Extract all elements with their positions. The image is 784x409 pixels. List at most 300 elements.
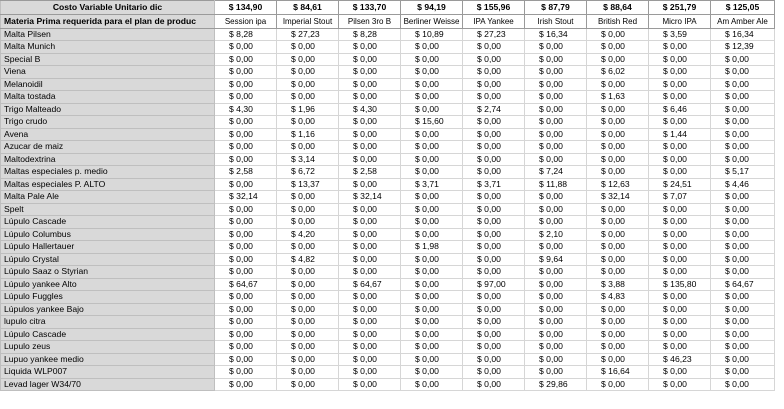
- value-cell[interactable]: $ 15,60: [401, 116, 463, 129]
- value-cell[interactable]: $ 0,00: [649, 203, 711, 216]
- value-cell[interactable]: $ 0,00: [339, 53, 401, 66]
- value-cell[interactable]: $ 0,00: [525, 153, 587, 166]
- value-cell[interactable]: $ 0,00: [587, 153, 649, 166]
- value-cell[interactable]: $ 0,00: [215, 378, 277, 391]
- value-cell[interactable]: $ 0,00: [463, 216, 525, 229]
- value-cell[interactable]: $ 0,00: [649, 216, 711, 229]
- row-label-cell[interactable]: Malta Munich: [1, 41, 215, 54]
- value-cell[interactable]: $ 0,00: [401, 153, 463, 166]
- value-cell[interactable]: $ 0,00: [339, 353, 401, 366]
- value-cell[interactable]: $ 0,00: [215, 341, 277, 354]
- value-cell[interactable]: $ 0,00: [215, 303, 277, 316]
- value-cell[interactable]: $ 0,00: [587, 166, 649, 179]
- value-cell[interactable]: $ 10,89: [401, 28, 463, 41]
- value-cell[interactable]: $ 1,98: [401, 241, 463, 254]
- total-cell[interactable]: $ 155,96: [463, 1, 525, 15]
- total-cell[interactable]: $ 88,64: [587, 1, 649, 15]
- value-cell[interactable]: $ 0,00: [711, 353, 775, 366]
- value-cell[interactable]: $ 0,00: [525, 341, 587, 354]
- value-cell[interactable]: $ 0,00: [401, 53, 463, 66]
- row-label-cell[interactable]: Maltodextrina: [1, 153, 215, 166]
- value-cell[interactable]: $ 0,00: [401, 266, 463, 279]
- row-label-cell[interactable]: Lúpulo Columbus: [1, 228, 215, 241]
- value-cell[interactable]: $ 0,00: [463, 291, 525, 304]
- value-cell[interactable]: $ 135,80: [649, 278, 711, 291]
- value-cell[interactable]: $ 0,00: [215, 91, 277, 104]
- value-cell[interactable]: $ 0,00: [525, 366, 587, 379]
- value-cell[interactable]: $ 64,67: [339, 278, 401, 291]
- value-cell[interactable]: $ 0,00: [215, 328, 277, 341]
- value-cell[interactable]: $ 0,00: [587, 28, 649, 41]
- value-cell[interactable]: $ 0,00: [215, 128, 277, 141]
- value-cell[interactable]: $ 0,00: [711, 328, 775, 341]
- value-cell[interactable]: $ 0,00: [711, 341, 775, 354]
- value-cell[interactable]: $ 27,23: [463, 28, 525, 41]
- value-cell[interactable]: $ 0,00: [401, 216, 463, 229]
- value-cell[interactable]: $ 0,00: [339, 316, 401, 329]
- value-cell[interactable]: $ 0,00: [711, 53, 775, 66]
- value-cell[interactable]: $ 0,00: [525, 216, 587, 229]
- row-label-cell[interactable]: Lupulo zeus: [1, 341, 215, 354]
- value-cell[interactable]: $ 0,00: [587, 341, 649, 354]
- value-cell[interactable]: $ 0,00: [525, 41, 587, 54]
- row-label-cell[interactable]: Trigo Malteado: [1, 103, 215, 116]
- value-cell[interactable]: $ 0,00: [401, 353, 463, 366]
- value-cell[interactable]: $ 0,00: [649, 328, 711, 341]
- value-cell[interactable]: $ 0,00: [649, 78, 711, 91]
- value-cell[interactable]: $ 0,00: [649, 141, 711, 154]
- row-label-cell[interactable]: lupulo citra: [1, 316, 215, 329]
- value-cell[interactable]: $ 0,00: [525, 278, 587, 291]
- value-cell[interactable]: $ 0,00: [215, 266, 277, 279]
- value-cell[interactable]: $ 0,00: [277, 241, 339, 254]
- value-cell[interactable]: $ 0,00: [339, 253, 401, 266]
- value-cell[interactable]: $ 0,00: [339, 241, 401, 254]
- value-cell[interactable]: $ 0,00: [215, 66, 277, 79]
- value-cell[interactable]: $ 2,74: [463, 103, 525, 116]
- row-label-cell[interactable]: Lúpulo Crystal: [1, 253, 215, 266]
- row-label-cell[interactable]: Special B: [1, 53, 215, 66]
- value-cell[interactable]: $ 0,00: [215, 216, 277, 229]
- value-cell[interactable]: $ 0,00: [587, 203, 649, 216]
- value-cell[interactable]: $ 4,83: [587, 291, 649, 304]
- value-cell[interactable]: $ 0,00: [215, 41, 277, 54]
- value-cell[interactable]: $ 0,00: [463, 153, 525, 166]
- column-header-cell[interactable]: Session ipa: [215, 14, 277, 28]
- value-cell[interactable]: $ 0,00: [587, 353, 649, 366]
- total-cell[interactable]: $ 84,61: [277, 1, 339, 15]
- value-cell[interactable]: $ 4,30: [339, 103, 401, 116]
- value-cell[interactable]: $ 0,00: [277, 191, 339, 204]
- value-cell[interactable]: $ 0,00: [525, 141, 587, 154]
- value-cell[interactable]: $ 27,23: [277, 28, 339, 41]
- total-cell[interactable]: $ 94,19: [401, 1, 463, 15]
- value-cell[interactable]: $ 0,00: [649, 228, 711, 241]
- row-label-cell[interactable]: Malta Pilsen: [1, 28, 215, 41]
- value-cell[interactable]: $ 0,00: [277, 366, 339, 379]
- value-cell[interactable]: $ 0,00: [339, 291, 401, 304]
- value-cell[interactable]: $ 0,00: [401, 303, 463, 316]
- value-cell[interactable]: $ 0,00: [215, 316, 277, 329]
- value-cell[interactable]: $ 0,00: [711, 216, 775, 229]
- value-cell[interactable]: $ 0,00: [463, 366, 525, 379]
- value-cell[interactable]: $ 0,00: [711, 291, 775, 304]
- value-cell[interactable]: $ 3,71: [463, 178, 525, 191]
- value-cell[interactable]: $ 11,88: [525, 178, 587, 191]
- value-cell[interactable]: $ 0,00: [401, 341, 463, 354]
- row-label-cell[interactable]: Spelt: [1, 203, 215, 216]
- value-cell[interactable]: $ 46,23: [649, 353, 711, 366]
- value-cell[interactable]: $ 0,00: [215, 228, 277, 241]
- value-cell[interactable]: $ 0,00: [463, 253, 525, 266]
- value-cell[interactable]: $ 0,00: [463, 191, 525, 204]
- value-cell[interactable]: $ 0,00: [463, 66, 525, 79]
- value-cell[interactable]: $ 4,46: [711, 178, 775, 191]
- value-cell[interactable]: $ 0,00: [277, 203, 339, 216]
- value-cell[interactable]: $ 0,00: [711, 241, 775, 254]
- row-label-cell[interactable]: Azucar de maiz: [1, 141, 215, 154]
- value-cell[interactable]: $ 0,00: [649, 378, 711, 391]
- value-cell[interactable]: $ 0,00: [277, 266, 339, 279]
- value-cell[interactable]: $ 0,00: [215, 291, 277, 304]
- value-cell[interactable]: $ 0,00: [401, 328, 463, 341]
- value-cell[interactable]: $ 0,00: [587, 266, 649, 279]
- value-cell[interactable]: $ 0,00: [401, 128, 463, 141]
- value-cell[interactable]: $ 0,00: [463, 116, 525, 129]
- value-cell[interactable]: $ 0,00: [277, 341, 339, 354]
- value-cell[interactable]: $ 0,00: [215, 53, 277, 66]
- value-cell[interactable]: $ 0,00: [463, 203, 525, 216]
- value-cell[interactable]: $ 0,00: [463, 128, 525, 141]
- value-cell[interactable]: $ 0,00: [711, 103, 775, 116]
- value-cell[interactable]: $ 0,00: [463, 141, 525, 154]
- value-cell[interactable]: $ 7,24: [525, 166, 587, 179]
- value-cell[interactable]: $ 6,02: [587, 66, 649, 79]
- value-cell[interactable]: $ 8,28: [215, 28, 277, 41]
- value-cell[interactable]: $ 0,00: [649, 253, 711, 266]
- value-cell[interactable]: $ 0,00: [277, 66, 339, 79]
- value-cell[interactable]: $ 5,17: [711, 166, 775, 179]
- value-cell[interactable]: $ 0,00: [401, 91, 463, 104]
- value-cell[interactable]: $ 0,00: [277, 141, 339, 154]
- row-label-cell[interactable]: Lúpulo Fuggles: [1, 291, 215, 304]
- value-cell[interactable]: $ 0,00: [463, 228, 525, 241]
- value-cell[interactable]: $ 0,00: [339, 178, 401, 191]
- value-cell[interactable]: $ 0,00: [525, 116, 587, 129]
- value-cell[interactable]: $ 32,14: [339, 191, 401, 204]
- value-cell[interactable]: $ 0,00: [401, 291, 463, 304]
- value-cell[interactable]: $ 0,00: [339, 378, 401, 391]
- value-cell[interactable]: $ 0,00: [277, 216, 339, 229]
- value-cell[interactable]: $ 0,00: [277, 278, 339, 291]
- value-cell[interactable]: $ 0,00: [525, 203, 587, 216]
- value-cell[interactable]: $ 0,00: [525, 53, 587, 66]
- value-cell[interactable]: $ 4,30: [215, 103, 277, 116]
- value-cell[interactable]: $ 0,00: [401, 228, 463, 241]
- value-cell[interactable]: $ 0,00: [277, 53, 339, 66]
- value-cell[interactable]: $ 0,00: [401, 191, 463, 204]
- value-cell[interactable]: $ 0,00: [587, 328, 649, 341]
- value-cell[interactable]: $ 0,00: [711, 366, 775, 379]
- subtitle-cell[interactable]: Materia Prima requerida para el plan de produc: [1, 14, 215, 28]
- value-cell[interactable]: $ 0,00: [525, 66, 587, 79]
- value-cell[interactable]: $ 0,00: [463, 78, 525, 91]
- value-cell[interactable]: $ 0,00: [463, 41, 525, 54]
- row-label-cell[interactable]: Maltas especiales p. medio: [1, 166, 215, 179]
- value-cell[interactable]: $ 0,00: [401, 253, 463, 266]
- value-cell[interactable]: $ 7,07: [649, 191, 711, 204]
- value-cell[interactable]: $ 0,00: [339, 153, 401, 166]
- row-label-cell[interactable]: Melanoidil: [1, 78, 215, 91]
- value-cell[interactable]: $ 0,00: [215, 78, 277, 91]
- value-cell[interactable]: $ 0,00: [339, 303, 401, 316]
- value-cell[interactable]: $ 0,00: [587, 103, 649, 116]
- column-header-cell[interactable]: British Red: [587, 14, 649, 28]
- value-cell[interactable]: $ 0,00: [339, 141, 401, 154]
- value-cell[interactable]: $ 4,20: [277, 228, 339, 241]
- total-cell[interactable]: $ 134,90: [215, 1, 277, 15]
- row-label-cell[interactable]: Avena: [1, 128, 215, 141]
- value-cell[interactable]: $ 0,00: [649, 41, 711, 54]
- sheet-title-cell[interactable]: Costo Variable Unitario dic: [1, 1, 215, 15]
- value-cell[interactable]: $ 13,37: [277, 178, 339, 191]
- value-cell[interactable]: $ 0,00: [649, 91, 711, 104]
- total-cell[interactable]: $ 133,70: [339, 1, 401, 15]
- value-cell[interactable]: $ 0,00: [277, 316, 339, 329]
- value-cell[interactable]: $ 4,82: [277, 253, 339, 266]
- value-cell[interactable]: $ 0,00: [587, 378, 649, 391]
- value-cell[interactable]: $ 0,00: [587, 253, 649, 266]
- value-cell[interactable]: $ 0,00: [215, 178, 277, 191]
- value-cell[interactable]: $ 0,00: [215, 153, 277, 166]
- value-cell[interactable]: $ 0,00: [277, 328, 339, 341]
- value-cell[interactable]: $ 0,00: [215, 116, 277, 129]
- value-cell[interactable]: $ 0,00: [587, 41, 649, 54]
- column-header-cell[interactable]: Micro IPA: [649, 14, 711, 28]
- value-cell[interactable]: $ 0,00: [711, 316, 775, 329]
- value-cell[interactable]: $ 97,00: [463, 278, 525, 291]
- value-cell[interactable]: $ 12,63: [587, 178, 649, 191]
- column-header-cell[interactable]: Pilsen 3ro B: [339, 14, 401, 28]
- value-cell[interactable]: $ 0,00: [339, 116, 401, 129]
- value-cell[interactable]: $ 1,63: [587, 91, 649, 104]
- value-cell[interactable]: $ 29,86: [525, 378, 587, 391]
- value-cell[interactable]: $ 0,00: [587, 228, 649, 241]
- value-cell[interactable]: $ 0,00: [339, 128, 401, 141]
- value-cell[interactable]: $ 0,00: [463, 328, 525, 341]
- value-cell[interactable]: $ 3,88: [587, 278, 649, 291]
- row-label-cell[interactable]: Lúpulo Cascade: [1, 216, 215, 229]
- value-cell[interactable]: $ 0,00: [525, 78, 587, 91]
- value-cell[interactable]: $ 0,00: [401, 278, 463, 291]
- value-cell[interactable]: $ 0,00: [649, 66, 711, 79]
- value-cell[interactable]: $ 0,00: [339, 216, 401, 229]
- value-cell[interactable]: $ 0,00: [463, 166, 525, 179]
- value-cell[interactable]: $ 0,00: [525, 328, 587, 341]
- value-cell[interactable]: $ 0,00: [649, 166, 711, 179]
- value-cell[interactable]: $ 0,00: [277, 378, 339, 391]
- value-cell[interactable]: $ 0,00: [711, 253, 775, 266]
- value-cell[interactable]: $ 6,46: [649, 103, 711, 116]
- value-cell[interactable]: $ 0,00: [215, 141, 277, 154]
- value-cell[interactable]: $ 0,00: [711, 228, 775, 241]
- value-cell[interactable]: $ 0,00: [215, 253, 277, 266]
- value-cell[interactable]: $ 0,00: [587, 53, 649, 66]
- value-cell[interactable]: $ 3,71: [401, 178, 463, 191]
- value-cell[interactable]: $ 0,00: [711, 378, 775, 391]
- value-cell[interactable]: $ 0,00: [587, 128, 649, 141]
- row-label-cell[interactable]: Maltas especiales P. ALTO: [1, 178, 215, 191]
- value-cell[interactable]: $ 0,00: [525, 128, 587, 141]
- value-cell[interactable]: $ 0,00: [401, 203, 463, 216]
- row-label-cell[interactable]: Lupuo yankee medio: [1, 353, 215, 366]
- value-cell[interactable]: $ 0,00: [463, 241, 525, 254]
- value-cell[interactable]: $ 0,00: [401, 41, 463, 54]
- value-cell[interactable]: $ 1,16: [277, 128, 339, 141]
- value-cell[interactable]: $ 0,00: [463, 303, 525, 316]
- value-cell[interactable]: $ 1,96: [277, 103, 339, 116]
- value-cell[interactable]: $ 0,00: [401, 103, 463, 116]
- value-cell[interactable]: $ 0,00: [215, 241, 277, 254]
- value-cell[interactable]: $ 0,00: [463, 316, 525, 329]
- value-cell[interactable]: $ 0,00: [649, 53, 711, 66]
- value-cell[interactable]: $ 0,00: [277, 91, 339, 104]
- value-cell[interactable]: $ 0,00: [587, 216, 649, 229]
- value-cell[interactable]: $ 0,00: [339, 266, 401, 279]
- value-cell[interactable]: $ 0,00: [711, 78, 775, 91]
- value-cell[interactable]: $ 0,00: [525, 191, 587, 204]
- value-cell[interactable]: $ 2,10: [525, 228, 587, 241]
- value-cell[interactable]: $ 0,00: [463, 378, 525, 391]
- value-cell[interactable]: $ 0,00: [401, 141, 463, 154]
- value-cell[interactable]: $ 0,00: [649, 241, 711, 254]
- value-cell[interactable]: $ 64,67: [215, 278, 277, 291]
- value-cell[interactable]: $ 0,00: [401, 78, 463, 91]
- value-cell[interactable]: $ 0,00: [525, 91, 587, 104]
- value-cell[interactable]: $ 2,58: [339, 166, 401, 179]
- row-label-cell[interactable]: Lúpulo Saaz o Styrian: [1, 266, 215, 279]
- value-cell[interactable]: $ 0,00: [711, 141, 775, 154]
- value-cell[interactable]: $ 0,00: [401, 66, 463, 79]
- total-cell[interactable]: $ 87,79: [525, 1, 587, 15]
- value-cell[interactable]: $ 0,00: [401, 378, 463, 391]
- value-cell[interactable]: $ 0,00: [649, 153, 711, 166]
- value-cell[interactable]: $ 0,00: [711, 66, 775, 79]
- row-label-cell[interactable]: Lúpulos yankee Bajo: [1, 303, 215, 316]
- row-label-cell[interactable]: Lúpulo Cascade: [1, 328, 215, 341]
- value-cell[interactable]: $ 0,00: [339, 341, 401, 354]
- value-cell[interactable]: $ 0,00: [525, 316, 587, 329]
- value-cell[interactable]: $ 0,00: [463, 266, 525, 279]
- value-cell[interactable]: $ 0,00: [525, 291, 587, 304]
- value-cell[interactable]: $ 0,00: [649, 266, 711, 279]
- value-cell[interactable]: $ 0,00: [587, 78, 649, 91]
- value-cell[interactable]: $ 0,00: [587, 116, 649, 129]
- value-cell[interactable]: $ 0,00: [277, 116, 339, 129]
- row-label-cell[interactable]: Lúpulo Hallertauer: [1, 241, 215, 254]
- value-cell[interactable]: $ 0,00: [711, 303, 775, 316]
- value-cell[interactable]: $ 0,00: [277, 353, 339, 366]
- value-cell[interactable]: $ 0,00: [463, 341, 525, 354]
- value-cell[interactable]: $ 2,58: [215, 166, 277, 179]
- value-cell[interactable]: $ 0,00: [711, 203, 775, 216]
- value-cell[interactable]: $ 0,00: [339, 228, 401, 241]
- value-cell[interactable]: $ 0,00: [587, 316, 649, 329]
- row-label-cell[interactable]: Lúpulo yankee Alto: [1, 278, 215, 291]
- total-cell[interactable]: $ 251,79: [649, 1, 711, 15]
- column-header-cell[interactable]: Am Amber Ale: [711, 14, 775, 28]
- row-label-cell[interactable]: Malta Pale Ale: [1, 191, 215, 204]
- value-cell[interactable]: $ 0,00: [339, 91, 401, 104]
- value-cell[interactable]: $ 0,00: [525, 241, 587, 254]
- value-cell[interactable]: $ 8,28: [339, 28, 401, 41]
- value-cell[interactable]: $ 12,39: [711, 41, 775, 54]
- row-label-cell[interactable]: Viena: [1, 66, 215, 79]
- value-cell[interactable]: $ 0,00: [463, 91, 525, 104]
- value-cell[interactable]: $ 0,00: [339, 203, 401, 216]
- value-cell[interactable]: $ 0,00: [587, 303, 649, 316]
- value-cell[interactable]: $ 0,00: [711, 191, 775, 204]
- value-cell[interactable]: $ 0,00: [649, 366, 711, 379]
- value-cell[interactable]: $ 0,00: [649, 316, 711, 329]
- row-label-cell[interactable]: Liquida WLP007: [1, 366, 215, 379]
- row-label-cell[interactable]: Malta tostada: [1, 91, 215, 104]
- value-cell[interactable]: $ 0,00: [339, 66, 401, 79]
- value-cell[interactable]: $ 64,67: [711, 278, 775, 291]
- value-cell[interactable]: $ 0,00: [525, 303, 587, 316]
- value-cell[interactable]: $ 0,00: [215, 353, 277, 366]
- value-cell[interactable]: $ 0,00: [215, 366, 277, 379]
- value-cell[interactable]: $ 0,00: [525, 103, 587, 116]
- value-cell[interactable]: $ 0,00: [711, 116, 775, 129]
- value-cell[interactable]: $ 0,00: [649, 303, 711, 316]
- value-cell[interactable]: $ 3,14: [277, 153, 339, 166]
- value-cell[interactable]: $ 16,34: [525, 28, 587, 41]
- value-cell[interactable]: $ 0,00: [587, 141, 649, 154]
- value-cell[interactable]: $ 0,00: [401, 316, 463, 329]
- value-cell[interactable]: $ 16,64: [587, 366, 649, 379]
- value-cell[interactable]: $ 1,44: [649, 128, 711, 141]
- value-cell[interactable]: $ 32,14: [587, 191, 649, 204]
- row-label-cell[interactable]: Levad lager W34/70: [1, 378, 215, 391]
- value-cell[interactable]: $ 0,00: [711, 153, 775, 166]
- value-cell[interactable]: $ 0,00: [215, 203, 277, 216]
- value-cell[interactable]: $ 0,00: [525, 353, 587, 366]
- value-cell[interactable]: $ 0,00: [277, 41, 339, 54]
- value-cell[interactable]: $ 0,00: [525, 266, 587, 279]
- value-cell[interactable]: $ 0,00: [339, 366, 401, 379]
- value-cell[interactable]: $ 0,00: [401, 166, 463, 179]
- value-cell[interactable]: $ 0,00: [339, 328, 401, 341]
- value-cell[interactable]: $ 16,34: [711, 28, 775, 41]
- total-cell[interactable]: $ 125,05: [711, 1, 775, 15]
- value-cell[interactable]: $ 3,59: [649, 28, 711, 41]
- column-header-cell[interactable]: Irish Stout: [525, 14, 587, 28]
- column-header-cell[interactable]: Imperial Stout: [277, 14, 339, 28]
- value-cell[interactable]: $ 0,00: [587, 241, 649, 254]
- value-cell[interactable]: $ 0,00: [339, 41, 401, 54]
- row-label-cell[interactable]: Trigo crudo: [1, 116, 215, 129]
- value-cell[interactable]: $ 0,00: [649, 291, 711, 304]
- value-cell[interactable]: $ 24,51: [649, 178, 711, 191]
- value-cell[interactable]: $ 0,00: [649, 116, 711, 129]
- value-cell[interactable]: $ 9,64: [525, 253, 587, 266]
- value-cell[interactable]: $ 0,00: [711, 266, 775, 279]
- value-cell[interactable]: $ 0,00: [463, 353, 525, 366]
- column-header-cell[interactable]: IPA Yankee: [463, 14, 525, 28]
- value-cell[interactable]: $ 0,00: [649, 341, 711, 354]
- column-header-cell[interactable]: Berliner Weisse: [401, 14, 463, 28]
